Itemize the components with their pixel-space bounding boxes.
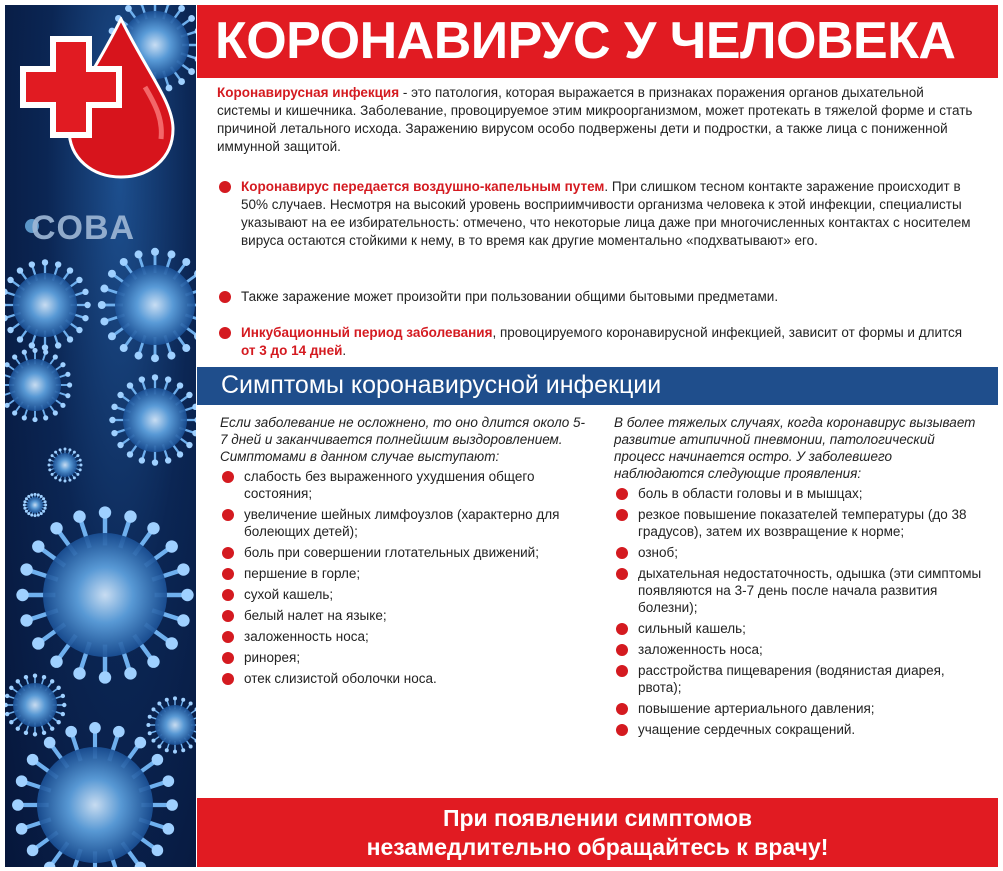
virus-background-panel [5,5,196,867]
bullet-icon [222,652,234,664]
bullet-icon [616,703,628,715]
symptom-item [614,565,984,616]
symptoms-heading-bar [197,367,998,405]
bullet-icon [222,471,234,483]
symptom-text: дыхательная недостаточность, одышка (эти симптомы появляются на 3-7 день после начала развития болезни); [638,566,982,615]
symptom-item [220,628,592,645]
symptom-item [220,565,592,582]
symptom-text: учащение сердечных сокращений. [638,722,856,737]
symptom-item [220,607,592,624]
fact-text: Также заражение может произойти при пользовании общими бытовыми предметами. [241,289,779,304]
symptom-text: отек слизистой оболочки носа. [244,671,437,686]
symptom-text: повышение артериального давления; [638,701,875,716]
symptom-item [614,485,984,502]
intro-paragraph [217,84,977,156]
symptom-text: боль в области головы и в мышцах; [638,486,863,501]
page-title: КОРОНАВИРУС У ЧЕЛОВЕКА [215,12,956,70]
warning-line-2: незамедлительно обращайтесь к врачу! [366,834,829,860]
symptom-text: боль при совершении глотательных движений; [244,545,539,560]
bullet-icon [616,488,628,500]
warning-banner [197,798,998,867]
symptoms-mild-column [220,414,592,691]
symptom-text: слабость без выраженного ухудшения общего состояния; [244,469,535,501]
symptom-item [614,544,984,561]
mild-lead: Если заболевание не осложнено, то оно длится около 5-7 дней и заканчивается полнейшим выздоровлением. Симптомами в данном случае выступают: [220,415,585,464]
symptom-item [614,721,984,738]
intro-lead: Коронавирусная инфекция [217,85,400,100]
bullet-icon [616,509,628,521]
bullet-icon [222,589,234,601]
bullet-icon [616,568,628,580]
bullet-icon [219,327,231,339]
symptom-item [614,700,984,717]
severe-symptom-list [614,485,984,738]
symptoms-severe-column [614,414,984,742]
bullet-icon [222,509,234,521]
symptom-item [220,468,592,502]
bullet-icon [616,644,628,656]
bullet-icon [222,547,234,559]
bullet-icon [222,673,234,685]
symptom-text: расстройства пищеварения (водянистая диарея, рвота); [638,663,945,695]
symptom-text: увеличение шейных лимфоузлов (характерно для болеющих детей); [244,507,560,539]
mild-symptom-list [220,468,592,687]
title-banner [197,5,998,78]
symptom-text: сухой кашель; [244,587,334,602]
symptom-text: белый налет на языке; [244,608,387,623]
fact-incubation [219,324,979,360]
brand-watermark: COBA [31,209,136,247]
bullet-icon [219,181,231,193]
fact-duration: от 3 до 14 дней [241,343,343,358]
symptom-text: заложенность носа; [638,642,763,657]
fact-lead: Коронавирус передается воздушно-капельным путем [241,179,605,194]
fact-household [219,288,979,306]
symptom-item [220,649,592,666]
fact-transmission [219,178,979,250]
fact-text: , провоцируемого коронавирусной инфекцией, зависит от формы и длится [492,325,963,340]
symptom-item [614,641,984,658]
bullet-icon [222,610,234,622]
bullet-icon [616,665,628,677]
intro-text: - это патология, которая выражается в признаках поражения органов дыхательной системы и кишечника. Заболевание, провоцируемое этим микроорганизмом, может протекать в тяжелой форме и стать причиной летального исхода. Заражению вирусом особо подвержены дети и подростки, а также лица с пониженной иммунной защитой. [217,85,973,154]
fact-text: . При слишком тесном контакте заражение происходит в 50% случаев. Несмотря на высокий уровень восприимчивости организма человека к этой инфекции, специалисты указывают на ее избирательность: отмечено, что некоторые лица даже при многочисленных контактах с носителем вируса остаются стойкими к нему, в то время как другие моментально «подхватывают» его. [241,179,971,248]
symptom-item [614,506,984,540]
bullet-icon [222,631,234,643]
symptom-text: першение в горле; [244,566,361,581]
symptom-item [220,586,592,603]
symptom-text: резкое повышение показателей температуры (до 38 градусов), затем их возвращение к норме; [638,507,967,539]
symptom-item [220,544,592,561]
symptom-item [614,662,984,696]
bullet-icon [616,547,628,559]
symptom-text: заложенность носа; [244,629,369,644]
symptoms-heading: Симптомы коронавирусной инфекции [221,371,662,399]
symptom-text: сильный кашель; [638,621,746,636]
symptom-item [614,620,984,637]
severe-lead: В более тяжелых случаях, когда коронавирус вызывает развитие атипичной пневмонии, патологический процесс начинается остро. У заболевшего наблюдаются следующие проявления: [614,415,976,481]
fact-end: . [342,343,347,358]
fact-lead: Инкубационный период заболевания [241,325,493,340]
bullet-icon [616,623,628,635]
bullet-icon [222,568,234,580]
symptom-item [220,506,592,540]
medical-cross-icon [17,33,125,141]
symptom-text: ринорея; [244,650,301,665]
symptom-text: озноб; [638,545,678,560]
symptom-item [220,670,592,687]
warning-line-1: При появлении симптомов [442,805,753,831]
bullet-icon [616,724,628,736]
bullet-icon [219,291,231,303]
